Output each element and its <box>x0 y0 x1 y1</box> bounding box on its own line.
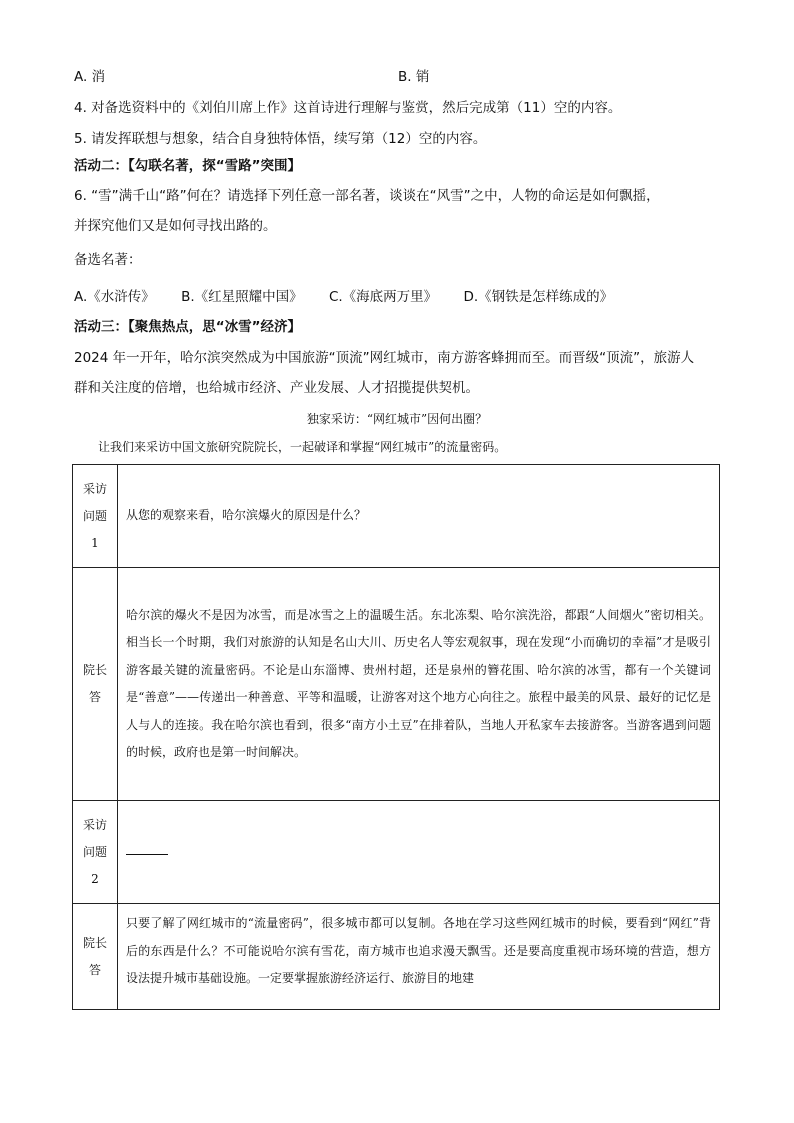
option-a: A. 消 <box>74 69 106 85</box>
question-2-label: 采访 问题 2 <box>73 801 118 904</box>
book-option-d: D.《钢铁是怎样练成的》 <box>463 289 614 305</box>
answer-2-text: 只要了解了网红城市的“流量密码”，很多城市都可以复制。各地在学习这些网红城市的时候，要看到“网红”背后的东西是什么？不可能说哈尔滨有雪花，南方城市也追求漫天飘雪。还是要高度重视市场环境的营造，想方设法提升城市基础设施。一定要掌握旅游经济运行、旅游目的地建 <box>118 904 720 1010</box>
table-row <box>73 904 720 1010</box>
activity-2-heading: 活动二：【勾联名著，探“雪路”突围】 <box>74 158 301 174</box>
book-option-b: B.《红星照耀中国》 <box>181 289 303 305</box>
book-option-a: A.《水浒传》 <box>74 289 155 305</box>
question-6-line-2: 并探究他们又是如何寻找出路的。 <box>74 218 277 234</box>
answer-2-label: 院长 答 <box>73 904 118 1010</box>
question-1-label: 采访 问题 1 <box>73 465 118 568</box>
table-row <box>73 568 720 801</box>
question-2-answer-blank[interactable] <box>118 801 720 904</box>
question-4: 4. 对备选资料中的《刘伯川席上作》这首诗进行理解与鉴赏，然后完成第（11）空的内容。 <box>74 100 622 116</box>
fill-in-blank[interactable] <box>126 840 168 855</box>
answer-1-text: 哈尔滨的爆火不是因为冰雪，而是冰雪之上的温暖生活。东北冻梨、哈尔滨洗浴，都跟“人间烟火”密切相关。相当长一个时期，我们对旅游的认知是名山大川、历史名人等宏观叙事，现在发现“小而确切的幸福”才是吸引游客最关键的流量密码。不论是山东淄博、贵州村超，还是泉州的簪花围、哈尔滨的冰雪，都有一个关键词是“善意”——传递出一种善意、平等和温暖，让游客对这个地方心向往之。旅程中最美的风景、最好的记忆是人与人的连接。我在哈尔滨也看到，很多“南方小土豆”在排着队，当地人开私家车去接游客。当游客遇到问题的时候，政府也是第一时间解决。 <box>118 568 720 801</box>
interview-table <box>72 464 720 1010</box>
answer-1-label: 院长 答 <box>73 568 118 801</box>
activity-3-heading: 活动三：【聚焦热点，思“冰雪”经济】 <box>74 319 301 335</box>
option-b: B. 销 <box>398 69 430 85</box>
paragraph-line-1: 2024 年一开年，哈尔滨突然成为中国旅游“顶流”网红城市，南方游客蜂拥而至。而晋级“顶流”，旅游人 <box>74 350 695 366</box>
table-row <box>73 801 720 904</box>
interview-intro: 让我们来采访中国文旅研究院院长，一起破译和掌握“网红城市”的流量密码。 <box>98 440 507 454</box>
interview-title: 独家采访：“网红城市”因何出圈？ <box>306 412 488 426</box>
book-options <box>74 287 635 307</box>
paragraph-line-2: 群和关注度的倍增，也给城市经济、产业发展、人才招揽提供契机。 <box>74 380 479 396</box>
table-row <box>73 465 720 568</box>
book-option-c: C.《海底两万里》 <box>328 289 438 305</box>
books-label: 备选名著： <box>74 252 142 268</box>
question-5: 5. 请发挥联想与想象，结合自身独特体悟，续写第（12）空的内容。 <box>74 131 487 147</box>
question-6-line-1: 6. “雪”满千山“路”何在？请选择下列任意一部名著，谈谈在“风雪”之中，人物的命运是如何飘摇， <box>74 188 660 204</box>
question-1-text: 从您的观察来看，哈尔滨爆火的原因是什么？ <box>118 465 720 568</box>
